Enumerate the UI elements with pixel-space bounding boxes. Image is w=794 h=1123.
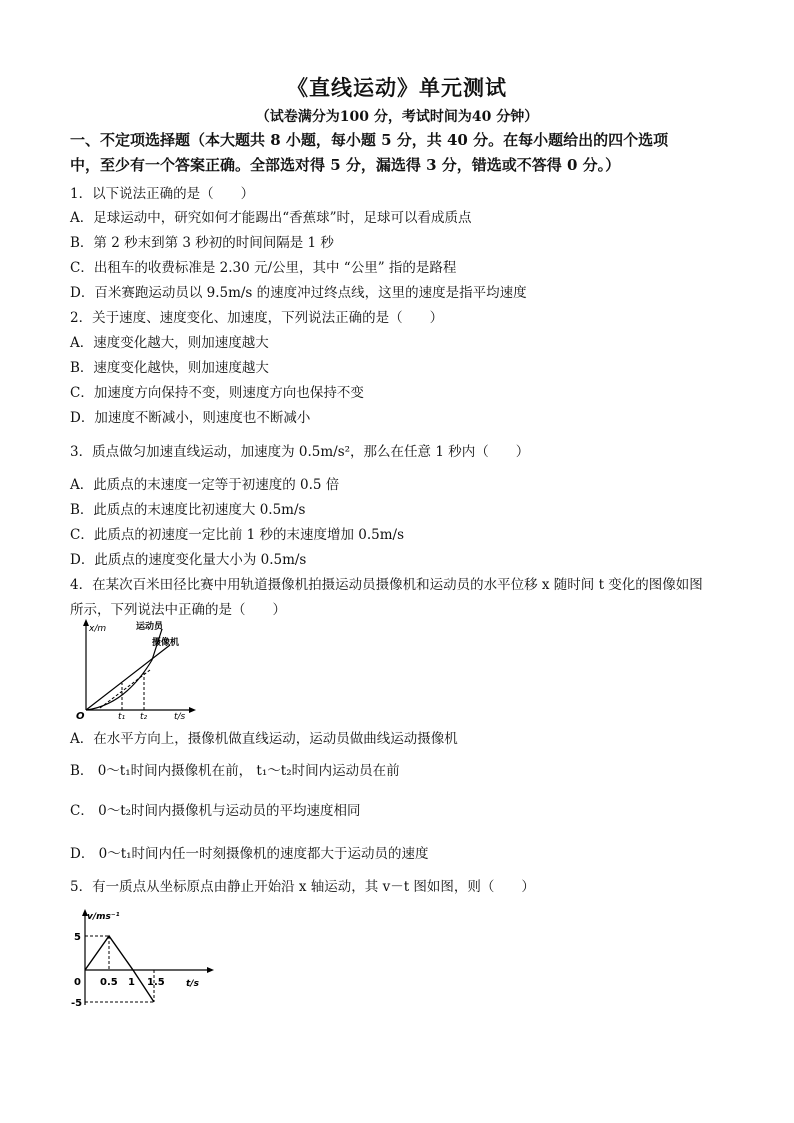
x-tick-0-5: 0.5 bbox=[100, 977, 118, 988]
t1-tick-label: t₁ bbox=[118, 712, 126, 722]
velocity-line bbox=[85, 936, 154, 1002]
q4-option-a: A．在水平方向上，摄像机做直线运动，运动员做曲线运动摄像机 bbox=[70, 731, 458, 747]
q2-option-c: C．加速度方向保持不变，则速度方向也保持不变 bbox=[70, 385, 364, 401]
origin-label: O bbox=[76, 711, 85, 722]
section-heading-line-1: 一、不定项选择题（本大题共 8 小题，每小题 5 分，共 40 分。在每小题给出的四个选项 bbox=[70, 131, 669, 149]
y-tick-5: 5 bbox=[74, 932, 81, 943]
y-tick-neg5: -5 bbox=[71, 998, 83, 1009]
camera-label: 摄像机 bbox=[152, 638, 180, 648]
tangent-dashed-line bbox=[100, 670, 150, 708]
section-heading-line-2: 中，至少有一个答案正确。全部选对得 5 分，漏选得 3 分，错选或不答得 0 分。） bbox=[70, 156, 621, 174]
q4-stem-line-1: 4．在某次百米田径比赛中用轨道摄像机拍摄运动员摄像机和运动员的水平位移 x 随时间 t 变化的图像如图 bbox=[70, 577, 703, 593]
q1-option-b: B．第 2 秒末到第 3 秒初的时间间隔是 1 秒 bbox=[70, 235, 334, 251]
q2-option-b: B．速度变化越快，则加速度越大 bbox=[70, 360, 269, 376]
q3-option-a: A．此质点的末速度一定等于初速度的 0.5 倍 bbox=[70, 477, 340, 493]
q4-option-c: C． 0～t₂时间内摄像机与运动员的平均速度相同 bbox=[70, 803, 361, 819]
q4-option-b: B． 0～t₁时间内摄像机在前， t₁～t₂时间内运动员在前 bbox=[70, 763, 400, 779]
x-tick-1-5: 1.5 bbox=[147, 977, 165, 988]
y-axis-label: v/ms⁻¹ bbox=[87, 912, 120, 922]
q5-stem: 5．有一质点从坐标原点由静止开始沿 x 轴运动，其 v－t 图如图，则（ ） bbox=[70, 879, 535, 895]
q1-option-d: D．百米赛跑运动员以 9.5m/s 的速度冲过终点线，这里的速度是指平均速度 bbox=[70, 285, 527, 301]
q5-velocity-time-graph bbox=[70, 905, 220, 1015]
q3-stem: 3．质点做匀加速直线运动，加速度为 0.5m/s²，那么在任意 1 秒内（ ） bbox=[70, 444, 530, 460]
exam-info: （试卷满分为100 分，考试时间为40 分钟） bbox=[255, 109, 539, 125]
x-axis-arrow bbox=[207, 967, 214, 973]
q1-option-a: A．足球运动中，研究如何才能踢出“香蕉球”时，足球可以看成质点 bbox=[70, 210, 472, 226]
q3-option-d: D．此质点的速度变化量大小为 0.5m/s bbox=[70, 552, 307, 568]
x-axis-label: t/s bbox=[174, 712, 186, 722]
q3-option-b: B．此质点的末速度比初速度大 0.5m/s bbox=[70, 502, 306, 518]
q2-stem: 2．关于速度、速度变化、加速度，下列说法正确的是（ ） bbox=[70, 310, 444, 326]
origin-label: 0 bbox=[74, 977, 81, 988]
t2-tick-label: t₂ bbox=[140, 712, 148, 722]
q4-stem-line-2: 所示，下列说法中正确的是（ ） bbox=[70, 602, 286, 618]
runner-curve bbox=[86, 629, 162, 710]
x-axis-arrow bbox=[189, 707, 196, 713]
q2-option-a: A．速度变化越大，则加速度越大 bbox=[70, 335, 269, 351]
page-title: 《直线运动》单元测试 bbox=[287, 75, 507, 100]
q2-option-d: D．加速度不断减小，则速度也不断减小 bbox=[70, 410, 311, 426]
x-axis-label: t/s bbox=[186, 979, 199, 989]
x-tick-1: 1 bbox=[128, 977, 135, 988]
q1-option-c: C．出租车的收费标准是 2.30 元/公里，其中 “公里” 指的是路程 bbox=[70, 260, 457, 276]
q1-stem: 1．以下说法正确的是（ ） bbox=[70, 186, 255, 202]
runner-label: 运动员 bbox=[136, 622, 164, 632]
q4-position-time-graph bbox=[70, 615, 200, 725]
camera-line bbox=[86, 645, 170, 710]
y-axis-label: x/m bbox=[89, 624, 107, 634]
q3-option-c: C．此质点的初速度一定比前 1 秒的末速度增加 0.5m/s bbox=[70, 527, 405, 543]
q4-option-d: D． 0～t₁时间内任一时刻摄像机的速度都大于运动员的速度 bbox=[70, 846, 429, 862]
